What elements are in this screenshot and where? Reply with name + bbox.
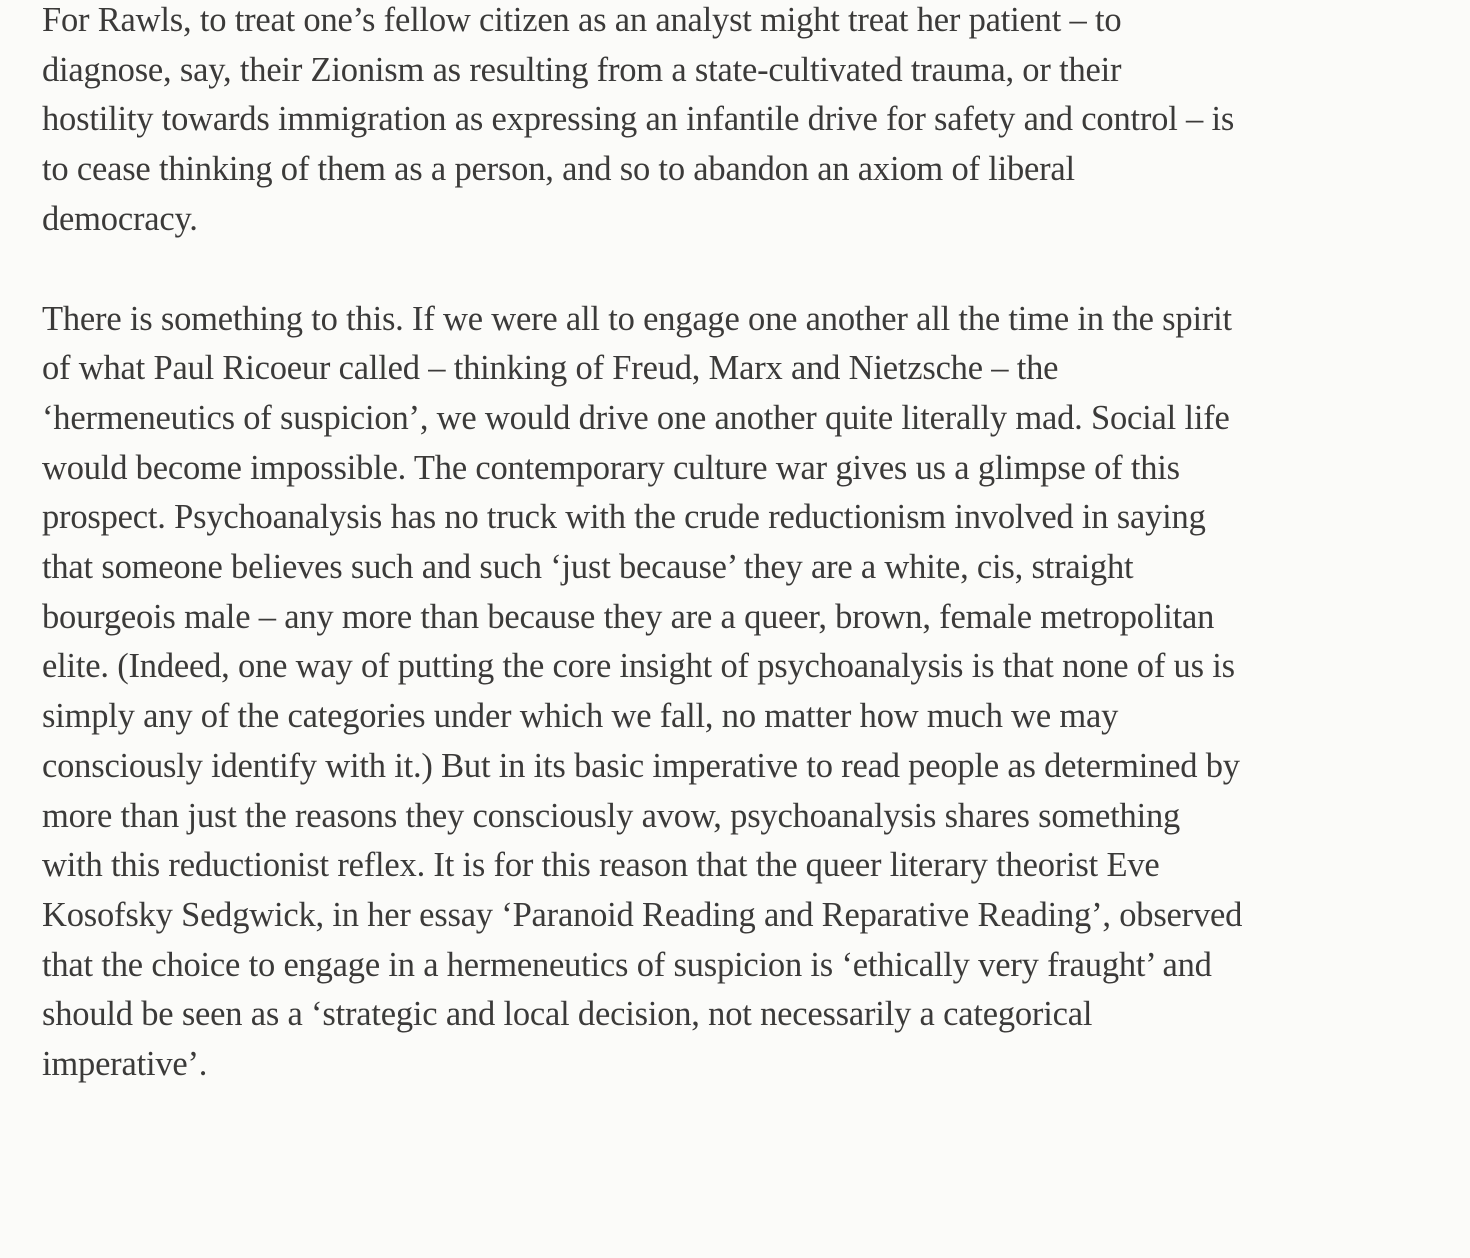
- text-line: Kosofsky Sedgwick, in her essay ‘Paranoid Reading and Reparative Reading’, observed: [42, 895, 1243, 934]
- text-line: should be seen as a ‘strategic and local decision, not necessarily a categorical: [42, 995, 1093, 1034]
- text-line: prospect. Psychoanalysis has no truck with the crude reductionism involved in saying: [42, 498, 1206, 537]
- text-line: imperative’.: [42, 1045, 208, 1084]
- text-line: elite. (Indeed, one way of putting the core insight of psychoanalysis is that none of us is: [42, 647, 1235, 686]
- text-line: ‘hermeneutics of suspicion’, we would drive one another quite literally mad. Social life: [42, 398, 1230, 437]
- text-line: that the choice to engage in a hermeneutics of suspicion is ‘ethically very fraught’ and: [42, 945, 1212, 984]
- text-line: of what Paul Ricoeur called – thinking of Freud, Marx and Nietzsche – the: [42, 349, 1059, 388]
- text-line: simply any of the categories under which we fall, no matter how much we may: [42, 697, 1119, 736]
- text-line: that someone believes such and such ‘just because’ they are a white, cis, straight: [42, 548, 1134, 587]
- text-line: with this reductionist reflex. It is for this reason that the queer literary theorist Eve: [42, 846, 1160, 885]
- paragraph-rawls: [42, 0, 1462, 249]
- text-line: diagnose, say, their Zionism as resulting from a state-cultivated trauma, or their: [42, 50, 1122, 89]
- text-line: hostility towards immigration as expressing an infantile drive for safety and control – is: [42, 100, 1235, 139]
- paragraph-suspicion: [42, 291, 1462, 1094]
- text-line: consciously identify with it.) But in its basic imperative to read people as determined by: [42, 746, 1240, 785]
- text-line: There is something to this. If we were all to engage one another all the time in the spirit: [42, 299, 1232, 338]
- text-line: bourgeois male – any more than because they are a queer, brown, female metropolitan: [42, 597, 1215, 636]
- text-line: democracy.: [42, 199, 198, 238]
- text-line: to cease thinking of them as a person, and so to abandon an axiom of liberal: [42, 150, 1075, 189]
- text-line: more than just the reasons they consciously avow, psychoanalysis shares something: [42, 796, 1181, 835]
- text-line: For Rawls, to treat one’s fellow citizen as an analyst might treat her patient – to: [42, 1, 1122, 39]
- text-line: would become impossible. The contemporary culture war gives us a glimpse of this: [42, 448, 1180, 487]
- article-body: [42, 0, 1462, 1094]
